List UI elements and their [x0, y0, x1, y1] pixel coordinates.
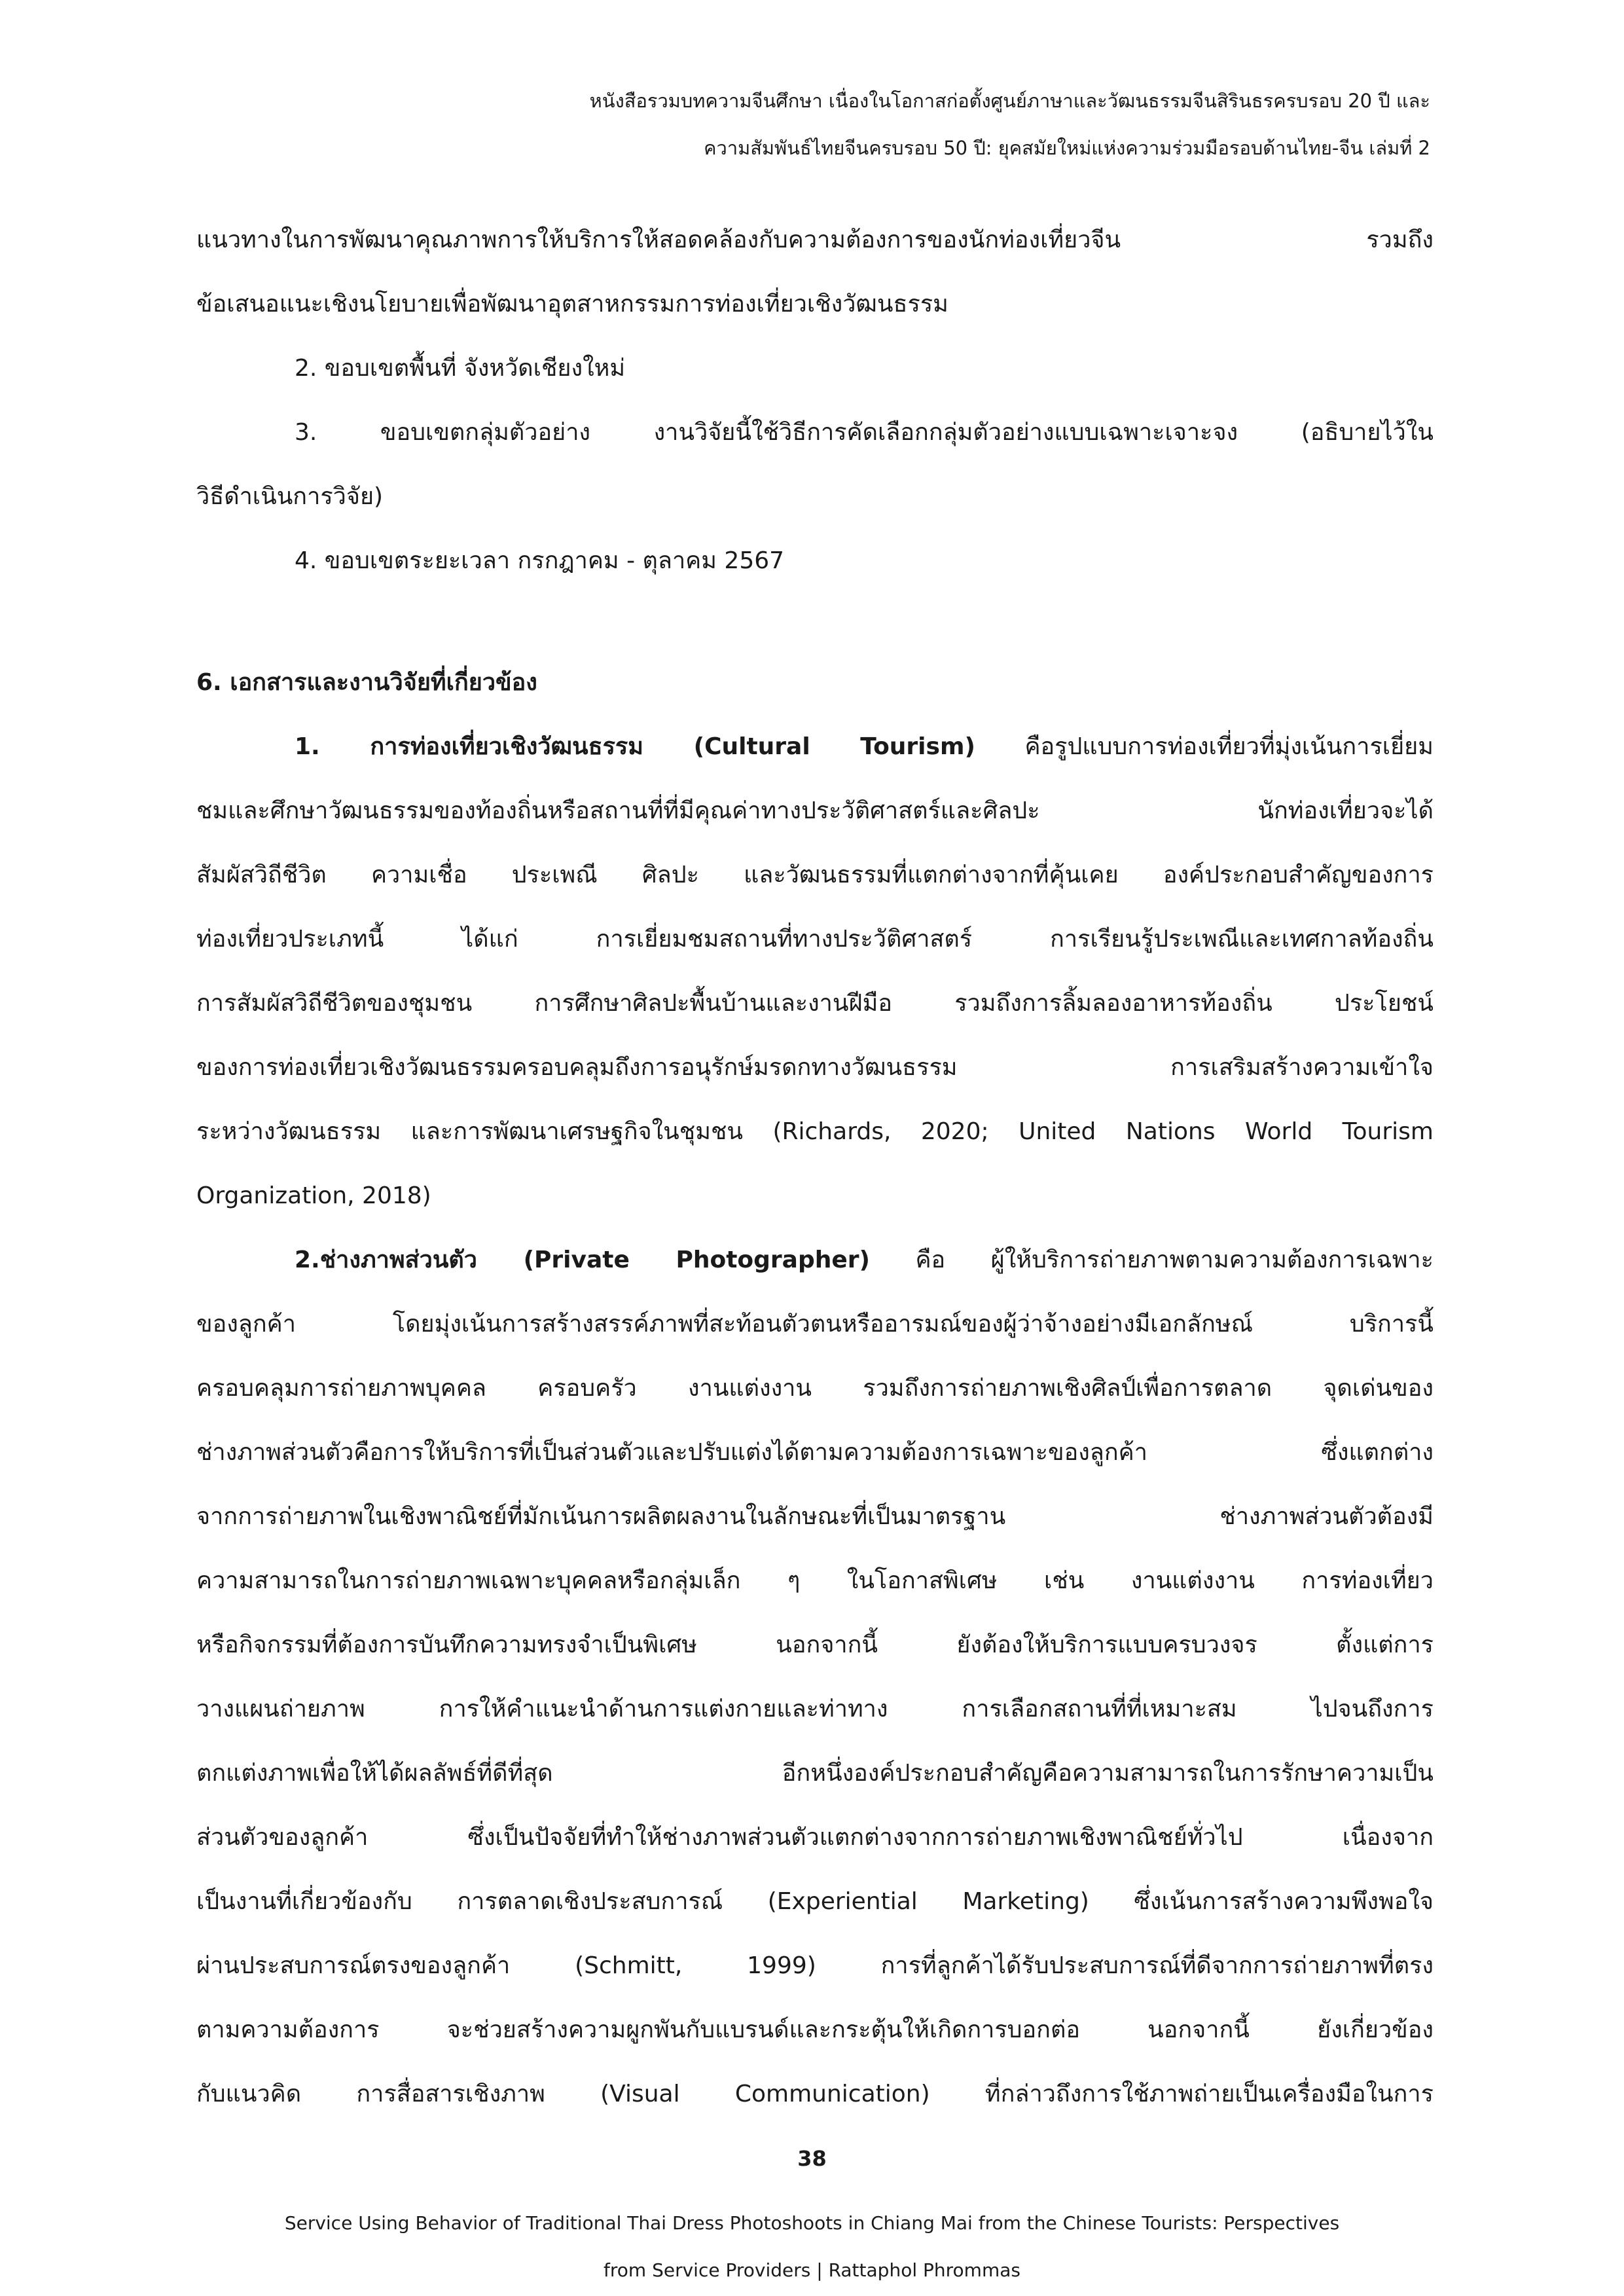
- running-footer-line-2: from Service Providers | Rattaphol Phrommas: [604, 2259, 1020, 2281]
- p1-line-2: ชมและศึกษาวัฒนธรรมของท้องถิ่นหรือสถานที่ที่มีคุณค่าทางประวัติศาสตร์และศิลปะ นักท่องเที่ยวจะได้: [196, 797, 1434, 824]
- p2-term: 2.ช่างภาพส่วนตัว (Private Photographer): [295, 1247, 870, 1273]
- intro-line-2: ข้อเสนอแนะเชิงนโยบายเพื่อพัฒนาอุตสาหกรรมการท่องเที่ยวเชิงวัฒนธรรม: [196, 291, 948, 318]
- p1-line-8: Organization, 2018): [196, 1182, 431, 1209]
- intro-line-1: แนวทางในการพัฒนาคุณภาพการให้บริการให้สอดคล้องกับความต้องการของนักท่องเที่ยวจีน รวมถึง: [196, 227, 1434, 253]
- p1-line-4: ท่องเที่ยวประเภทนี้ ได้แก่ การเยี่ยมชมสถานที่ทางประวัติศาสตร์ การเรียนรู้ประเพณีและเทศกาลท้องถิ่น: [196, 926, 1434, 953]
- p2-line-4: ช่างภาพส่วนตัวคือการให้บริการที่เป็นส่วนตัวและปรับแต่งได้ตามความต้องการเฉพาะของลูกค้า ซึ่งแตกต่าง: [196, 1439, 1434, 1466]
- p1-line-5: การสัมผัสวิถีชีวิตของชุมชน การศึกษาศิลปะพื้นบ้านและงานฝีมือ รวมถึงการลิ้มลองอาหารท้องถิ่น ประโยชน์: [196, 990, 1434, 1017]
- running-header-line-1: หนังสือรวมบทความจีนศึกษา เนื่องในโอกาสก่อตั้งศูนย์ภาษาและวัฒนธรรมจีนสิรินธรครบรอบ 20 ปี และ: [589, 90, 1430, 112]
- p2-line-10: ส่วนตัวของลูกค้า ซึ่งเป็นปัจจัยที่ทำให้ช่างภาพส่วนตัวแตกต่างจากการถ่ายภาพเชิงพาณิชย์ทั่วไป เนื่องจาก: [196, 1824, 1434, 1851]
- p2-line-9: ตกแต่งภาพเพื่อให้ได้ผลลัพธ์ที่ดีที่สุด อีกหนึ่งองค์ประกอบสำคัญคือความสามารถในการรักษาความเป็น: [196, 1760, 1434, 1787]
- p2-line-11: เป็นงานที่เกี่ยวข้องกับ การตลาดเชิงประสบการณ์ (Experiential Marketing) ซึ่งเน้นการสร้างความพึงพอใจ: [196, 1888, 1434, 1915]
- scope-item-2: 2. ขอบเขตพื้นที่ จังหวัดเชียงใหม่: [295, 355, 626, 382]
- p1-line-7: ระหว่างวัฒนธรรม และการพัฒนาเศรษฐกิจในชุมชน (Richards, 2020; United Nations World Tourism: [196, 1118, 1434, 1145]
- p2-line-12: ผ่านประสบการณ์ตรงของลูกค้า (Schmitt, 1999) การที่ลูกค้าได้รับประสบการณ์ที่ดีจากการถ่ายภาพที่ตรง: [196, 1952, 1434, 1979]
- p1-term: 1. การท่องเที่ยวเชิงวัฒนธรรม (Cultural Tourism): [295, 733, 975, 760]
- running-footer-line-1: Service Using Behavior of Traditional Thai Dress Photoshoots in Chiang Mai from the Chinese Tourists: Perspectives: [284, 2212, 1340, 2234]
- p2-line-2: ของลูกค้า โดยมุ่งเน้นการสร้างสรรค์ภาพที่สะท้อนตัวตนหรืออารมณ์ของผู้ว่าจ้างอย่างมีเอกลักษณ์ บริการนี้: [196, 1311, 1434, 1338]
- p1-line-3: สัมผัสวิถีชีวิต ความเชื่อ ประเพณี ศิลปะ และวัฒนธรรมที่แตกต่างจากที่คุ้นเคย องค์ประกอบสำคัญของการ: [196, 862, 1434, 888]
- p2-line-14: กับแนวคิด การสื่อสารเชิงภาพ (Visual Communication) ที่กล่าวถึงการใช้ภาพถ่ายเป็นเครื่องมือในการ: [196, 2081, 1434, 2107]
- p1-line-1-text: คือรูปแบบการท่องเที่ยวที่มุ่งเน้นการเยี่ยม: [975, 733, 1434, 760]
- running-header: [187, 77, 1430, 172]
- p2-line-6: ความสามารถในการถ่ายภาพเฉพาะบุคคลหรือกลุ่มเล็ก ๆ ในโอกาสพิเศษ เช่น งานแต่งงาน การท่องเที่ยว: [196, 1567, 1434, 1594]
- running-header-line-2: ความสัมพันธ์ไทยจีนครบรอบ 50 ปี: ยุคสมัยใหม่แห่งความร่วมมือรอบด้านไทย-จีน เล่มที่ 2: [704, 137, 1430, 159]
- page-number: 38: [797, 2146, 827, 2171]
- p2-line-3: ครอบคลุมการถ่ายภาพบุคคล ครอบครัว งานแต่งงาน รวมถึงการถ่ายภาพเชิงศิลป์เพื่อการตลาด จุดเด่นของ: [196, 1375, 1434, 1402]
- page-body: [196, 208, 1434, 2126]
- section-heading: 6. เอกสารและงานวิจัยที่เกี่ยวข้อง: [196, 669, 537, 696]
- p2-line-13: ตามความต้องการ จะช่วยสร้างความผูกพันกับแบรนด์และกระตุ้นให้เกิดการบอกต่อ นอกจากนี้ ยังเกี่ยวข้อง: [196, 2016, 1434, 2043]
- running-footer: [0, 2200, 1624, 2294]
- p2-line-7: หรือกิจกรรมที่ต้องการบันทึกความทรงจำเป็นพิเศษ นอกจากนี้ ยังต้องให้บริการแบบครบวงจร ตั้งแต่การ: [196, 1631, 1434, 1658]
- scope-item-4: 4. ขอบเขตระยะเวลา กรกฎาคม - ตุลาคม 2567: [295, 547, 785, 574]
- p2-line-5: จากการถ่ายภาพในเชิงพาณิชย์ที่มักเน้นการผลิตผลงานในลักษณะที่เป็นมาตรฐาน ช่างภาพส่วนตัวต้องมี: [196, 1503, 1434, 1530]
- p2-line-8: วางแผนถ่ายภาพ การให้คำแนะนำด้านการแต่งกายและท่าทาง การเลือกสถานที่ที่เหมาะสม ไปจนถึงการ: [196, 1696, 1434, 1722]
- p2-line-1-text: คือ ผู้ให้บริการถ่ายภาพตามความต้องการเฉพาะ: [870, 1247, 1434, 1273]
- p1-line-1: [196, 715, 1434, 779]
- p1-line-6: ของการท่องเที่ยวเชิงวัฒนธรรมครอบคลุมถึงการอนุรักษ์มรดกทางวัฒนธรรม การเสริมสร้างความเข้าใจ: [196, 1054, 1434, 1081]
- scope-item-3-line-1: 3. ขอบเขตกลุ่มตัวอย่าง งานวิจัยนี้ใช้วิธีการคัดเลือกกลุ่มตัวอย่างแบบเฉพาะเจาะจง (อธิบายไว้ใน: [295, 419, 1434, 446]
- scope-item-3-line-2: วิธีดำเนินการวิจัย): [196, 483, 384, 510]
- p2-line-1: [196, 1228, 1434, 1292]
